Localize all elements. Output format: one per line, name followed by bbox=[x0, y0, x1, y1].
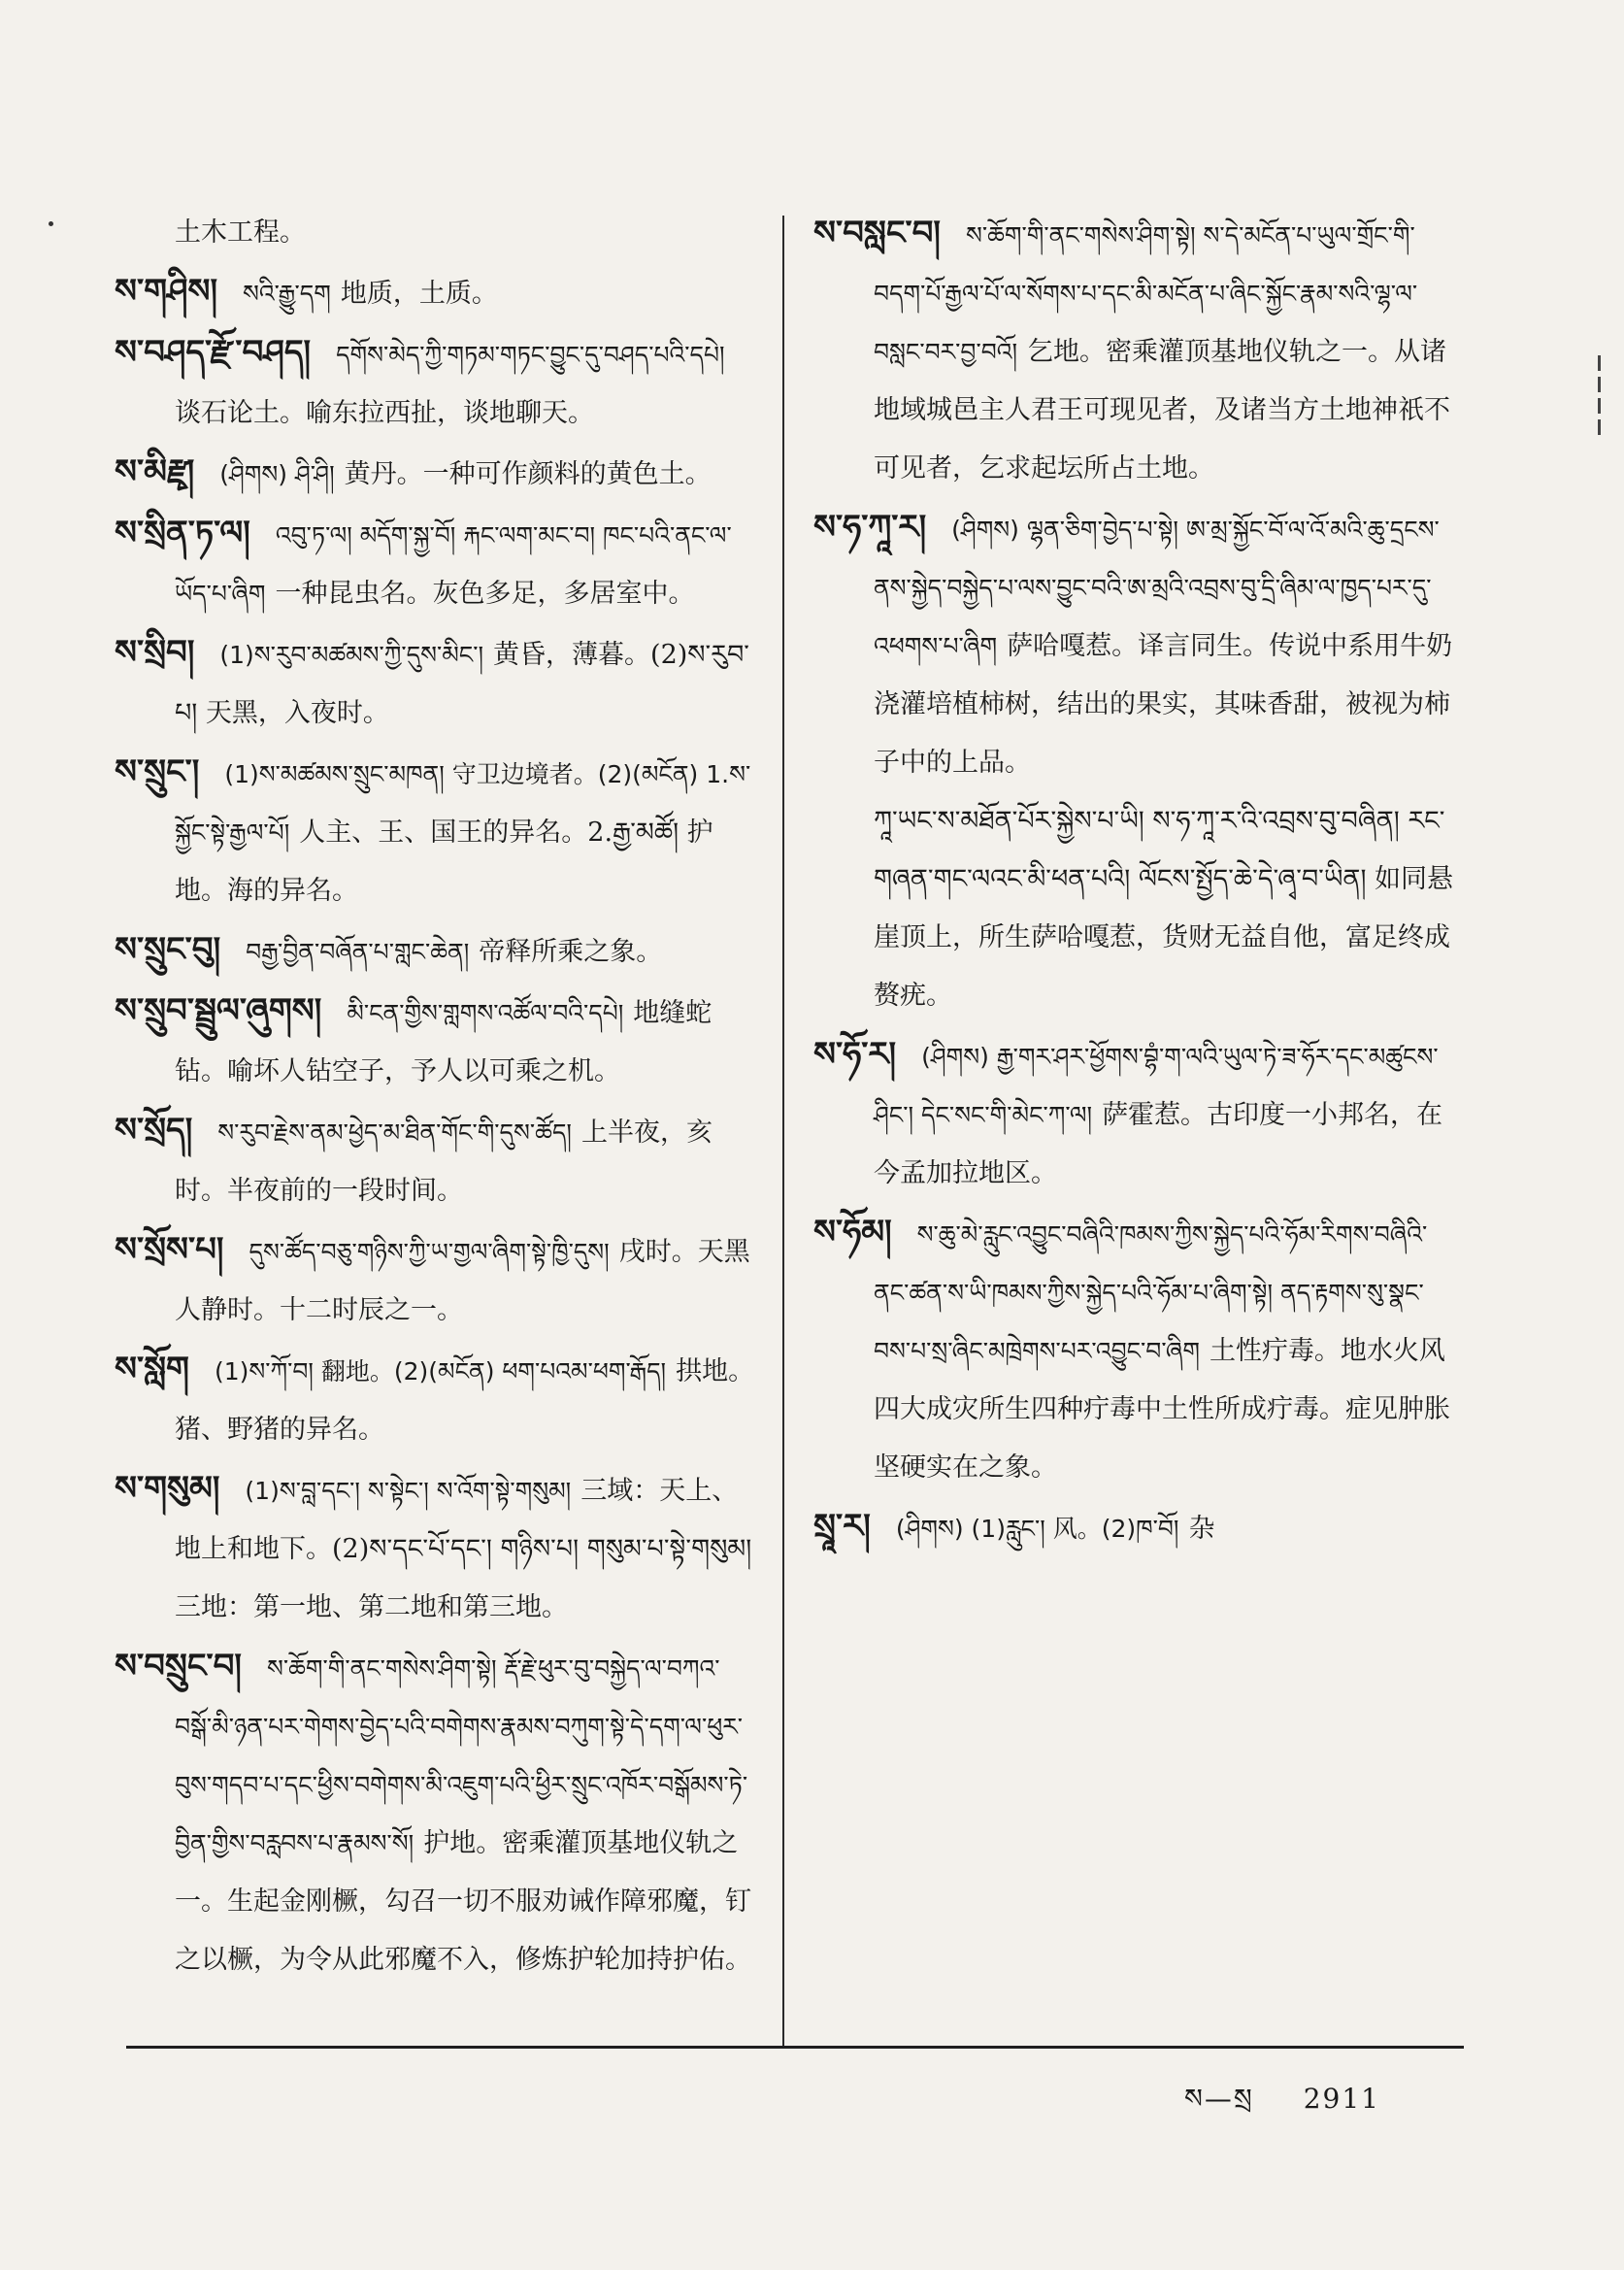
entry bbox=[115, 1101, 755, 1220]
margin-dot bbox=[49, 221, 53, 226]
entry bbox=[115, 743, 755, 920]
tibetan-definition: དགོས་མེད་ཀྱི་གཏམ་གཏང་བྱུང་དུ་བཤད་པའི་དཔེ། bbox=[336, 341, 725, 369]
chinese-definition: 一种昆虫名。灰色多足，多居室中。 bbox=[275, 579, 695, 609]
chinese-definition: 帝释所乘之象。 bbox=[479, 937, 663, 967]
margin-marks bbox=[1589, 350, 1608, 466]
left-column bbox=[115, 204, 755, 2020]
tibetan-definition: སའི་རྒྱུ་དག bbox=[243, 280, 331, 308]
chinese-definition: 黄丹。一种可作颜料的黄色土。 bbox=[344, 459, 712, 489]
tibetan-definition: མི་ངན་གྱིས་གླགས་འཚོལ་བའི་དཔེ། bbox=[347, 999, 624, 1027]
headword: ས་ཧོ་ར། bbox=[813, 1035, 897, 1074]
tibetan-definition: ས་རུབ་རྗེས་ནམ་ཕྱེད་མ་ཐིན་གོང་གི་དུས་ཚོད། bbox=[217, 1118, 572, 1147]
tibetan-definition: བརྒྱ་བྱིན་བཞོན་པ་གླང་ཆེན། bbox=[246, 938, 470, 966]
chinese-definition: 地缝蛇钻。喻坏人钻空子，予人以可乘之机。 bbox=[175, 998, 713, 1086]
entry bbox=[115, 262, 755, 323]
headword: ས་བསྲུང་བ། bbox=[115, 1647, 242, 1686]
chinese-definition: 戌时。天黑人静时。十二时辰之一。 bbox=[175, 1237, 750, 1325]
tibetan-definition: (1)ས་བླ་དང་། ས་སྟེང་། ས་འོག་སྟེ་གསུམ། bbox=[245, 1477, 572, 1505]
entry bbox=[115, 1340, 755, 1459]
tibetan-definition: ས་ཆོག་གི་ནང་གསེས་ཤིག་སྟེ། རྡོ་རྗེ་ཕུར་བུ་བསྐྱེད་ལ་བཀའ་བསྒོ་མི་ཉན་པར་གེགས་བྱེད་པའི་བགེགས་རྣམས་བཀུག་སྟེ་དེ་དག་ལ་ཕུར་བུས་གདབ་པ་དང་ཕྱིས་བགེགས་མི་འཇུག་པའི་ཕྱིར་སྲུང་འཁོར་བསྒོམས་ཏེ་བྱིན་གྱིས་བརླབས་པ་རྣམས་སོ། bbox=[175, 1654, 748, 1857]
chinese-definition: 三域：天上、地上和地下。(2)ས་དང་པོ་དང་། གཉིས་པ། གསུམ་པ་སྟེ་གསུམ། 三地：第一地、第二地和第三地。 bbox=[175, 1476, 752, 1622]
entry bbox=[813, 1497, 1454, 1558]
chinese-definition: 萨霍惹。古印度一小邦名，在今孟加拉地区。 bbox=[874, 1100, 1443, 1188]
entry bbox=[115, 204, 755, 262]
entry bbox=[115, 920, 755, 982]
example-sentence: ཀཱ་ཡང་ས་མཐོན་པོར་སྐྱེས་པ་ཡི། ས་ཧ་ཀཱ་ར་འི་འབྲས་བུ་བཞིན། རང་གཞན་གང་ལའང་མི་ཕན་པའི། ལོངས་སྤྱོད་ཆེ་དེ་ཞྭ་བ་ཡིན། 如同悬崖顶上，所生萨哈嘎惹，货财无益自他，富足终成赘疣。 bbox=[874, 806, 1454, 1011]
chinese-definition: 拱地。猪、野猪的异名。 bbox=[175, 1356, 755, 1445]
tibetan-definition: ས་ཆོག་གི་ནང་གསེས་ཤིག་སྟེ། ས་དེ་མངོན་པ་ཡུལ་གྲོང་གི་བདག་པོ་རྒྱལ་པོ་ལ་སོགས་པ་དང་མི་མངོན་པ་ཞིང་སྐྱོང་རྣམ་སའི་ལྷ་ལ་བསླང་བར་བྱ་བའོ། bbox=[874, 221, 1418, 366]
tibetan-definition: དུས་ཚོད་བཅུ་གཉིས་ཀྱི་ཡ་གྱལ་ཞིག་སྟེ་ཁྱི་དུས། bbox=[249, 1238, 610, 1266]
tibetan-definition: ས་ཆུ་མེ་རླུང་འབྱུང་བཞིའི་ཁམས་ཀྱིས་སྐྱེད་པའི་ཧོམ་རིགས་བཞིའི་ནང་ཚན་ས་ཡི་ཁམས་ཀྱིས་སྐྱེད་པའི་ཧོམ་པ་ཞིག་སྟེ། ནད་རྟགས་སུ་སྣང་བས་པ་སྲ་ཞིང་མཁྲེགས་པར་འབྱུང་བ་ཞིག bbox=[874, 1220, 1428, 1365]
headword: ས་སྲོས་པ། bbox=[115, 1230, 224, 1269]
chinese-definition: 上半夜，亥时。半夜前的一段时间。 bbox=[175, 1118, 713, 1206]
headword: ས་གཤིས། bbox=[115, 272, 218, 311]
headword: ས་སློག bbox=[115, 1350, 189, 1388]
entry bbox=[115, 1459, 755, 1637]
headword: ས་གསུམ། bbox=[115, 1469, 220, 1508]
headword: ས་བཤད་རྫོ་བཤད། bbox=[115, 333, 312, 372]
column-divider bbox=[782, 216, 784, 2046]
tibetan-definition: འབུ་ཏ་ལ། མདོག་སྐྱ་བོ། རྐང་ལག་མང་བ། ཁང་པའི་ནང་ལ་ཡོད་པ་ཞིག bbox=[175, 521, 732, 608]
entry bbox=[115, 623, 755, 743]
chinese-definition: 护地。密乘灌顶基地仪轨之一。生起金刚橛，勾召一切不服劝诫作障邪魔，钉之以橛，为令从此邪魔不入，修炼护轮加持护佑。 bbox=[175, 1828, 751, 1975]
chinese-definition: 萨哈嘎惹。译言同生。传说中系用牛奶浇灌培植柿树，结出的果实，其味香甜，被视为柿子中的上品。 bbox=[874, 631, 1453, 778]
entry bbox=[813, 792, 1454, 1025]
headword: ས་སྲིབ། bbox=[115, 633, 195, 672]
chinese-definition: 谈石论土。喻东拉西扯，谈地聊天。 bbox=[175, 398, 594, 428]
page-range: ས—སྲ bbox=[1184, 2083, 1254, 2115]
footer-rule bbox=[126, 2046, 1464, 2049]
entry bbox=[115, 982, 755, 1101]
entry bbox=[813, 498, 1454, 792]
headword: ས་སྲུབ་སྦྲུལ་ཞུགས། bbox=[115, 991, 322, 1030]
entry bbox=[813, 1203, 1454, 1497]
headword: ས་སྲིན་ཏ་ལ། bbox=[115, 514, 250, 552]
right-column bbox=[813, 204, 1454, 2020]
tibetan-definition: (ཤིགས) ཤི་ཤི། bbox=[219, 460, 335, 488]
chinese-definition: 杂 bbox=[1188, 1514, 1215, 1544]
headword: ས་བསླང་བ། bbox=[813, 214, 941, 252]
entry bbox=[115, 504, 755, 623]
chinese-definition: 黄昏，薄暮。(2)ས་རུབ་པ། 天黑，入夜时。 bbox=[175, 640, 749, 728]
entry bbox=[813, 204, 1454, 498]
entry bbox=[115, 1637, 755, 1989]
continuation-text: 土木工程。 bbox=[175, 217, 306, 248]
entry bbox=[115, 323, 755, 443]
chinese-definition: 人主、王、国王的异名。2.རྒྱ་མཚོ། 护地。海的异名。 bbox=[175, 818, 713, 906]
headword: ས་མིརྫྭ། bbox=[115, 452, 195, 491]
tibetan-definition: (1)ས་ཀོ་བ། 翻地。(2)(མངོན) ཕག་པའམ་ཕག་རྒོད། bbox=[214, 1357, 667, 1385]
headword: ས་ཧོམ། bbox=[813, 1213, 892, 1252]
chinese-definition: 土性疔毒。地水火风四大成灾所生四种疔毒中土性所成疔毒。症见肿胀坚硬实在之象。 bbox=[874, 1336, 1450, 1483]
entry bbox=[115, 443, 755, 504]
entry bbox=[813, 1025, 1454, 1203]
headword: ས་སྲོད། bbox=[115, 1111, 193, 1150]
headword: སྲཱ་ར། bbox=[813, 1507, 871, 1546]
tibetan-definition: (1)ས་རུབ་མཚམས་ཀྱི་དུས་མིང་། bbox=[219, 641, 484, 669]
page-footer bbox=[1184, 2068, 1380, 2145]
entry bbox=[115, 1220, 755, 1340]
tibetan-definition: (ཤིགས) (1)རླུང་། 风。(2)ཁ་བོ། bbox=[895, 1515, 1179, 1543]
page-number: 2911 bbox=[1303, 2083, 1380, 2115]
tibetan-definition: (ཤིགས) རྒྱ་གར་ཤར་ཕྱོགས་བྷཾ་ག་ལའི་ཡུལ་ཏེ་ཟ་ཧོར་དང་མཚུངས་ཤིང་། དེང་སང་གི་མེང་ཀ་ལ། bbox=[874, 1043, 1439, 1129]
chinese-definition: 地质，土质。 bbox=[340, 279, 498, 309]
chinese-definition: 乞地。密乘灌顶基地仪轨之一。从诸地域城邑主人君王可现见者，及诸当方土地神祇不可见者，乞求起坛所占土地。 bbox=[874, 337, 1450, 484]
headword: ས་སྲུང་། bbox=[115, 752, 200, 791]
headword: ས་སྲུང་བུ། bbox=[115, 930, 221, 969]
tibetan-definition: (1)ས་མཚམས་སྲུང་མཁན། 守卫边境者。(2)(མངོན) 1.ས་སྐྱོང་སྟེ་རྒྱལ་པོ། bbox=[175, 760, 751, 847]
tibetan-definition: (ཤིགས) ལྷན་ཅིག་བྱེད་པ་སྟེ། ཨ་མྲ་སྐྱོང་བོ་ལ་འོ་མའི་ཆུ་དྲངས་ནས་སྐྱེད་བསྐྱེད་པ་ལས་བྱུང་བའི་ཨ་མྲའི་འབྲས་བུ་དྲི་ཞིམ་ལ་ཁྱད་པར་དུ་འཕགས་པ་ཞིག bbox=[874, 516, 1440, 660]
headword: ས་ཧ་ཀཱ་ར། bbox=[813, 508, 927, 547]
